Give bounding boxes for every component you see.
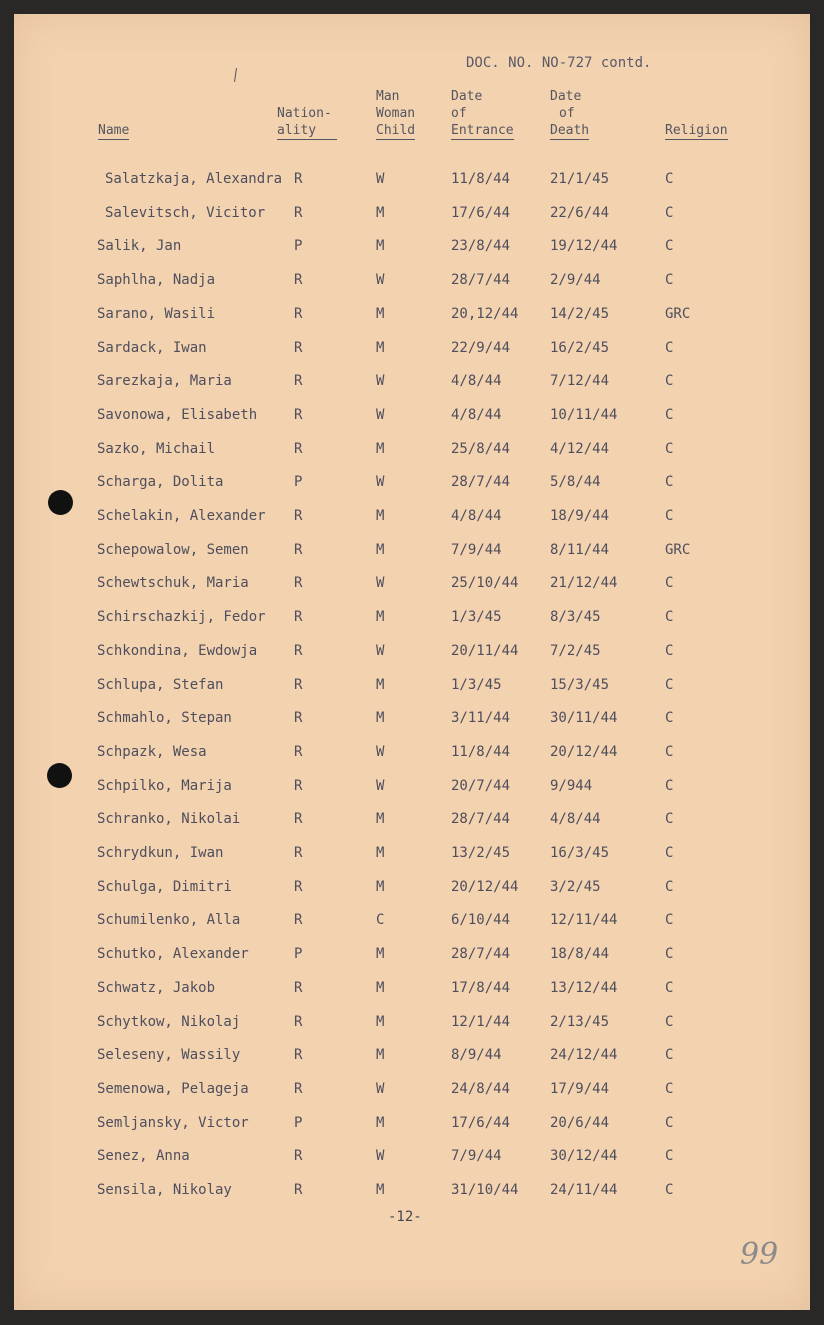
nationality: R — [294, 1013, 303, 1030]
man-woman-child: M — [376, 609, 385, 626]
nationality: R — [294, 305, 303, 322]
man-woman-child: M — [376, 339, 385, 356]
man-woman-child: W — [376, 272, 385, 289]
person-name: Sarezkaja, Maria — [97, 373, 232, 390]
table-row — [14, 879, 810, 901]
person-name: Schirschazkij, Fedor — [97, 609, 266, 626]
nationality: R — [294, 575, 303, 592]
table-row — [14, 643, 810, 665]
table-row — [14, 205, 810, 227]
man-woman-child: M — [376, 305, 385, 322]
religion: C — [665, 474, 674, 491]
nationality: R — [294, 204, 303, 221]
religion: C — [665, 946, 674, 963]
person-name: Semljansky, Victor — [97, 1114, 249, 1131]
date-of-entrance: 6/10/44 — [451, 912, 511, 929]
date-of-death: 24/11/44 — [550, 1182, 618, 1198]
date-of-entrance: 28/7/44 — [451, 946, 511, 963]
man-woman-child: M — [376, 710, 385, 727]
nationality: P — [294, 1114, 303, 1131]
man-woman-child: W — [376, 406, 385, 423]
person-name: Schelakin, Alexander — [97, 508, 266, 524]
person-name: Sensila, Nikolay — [97, 1182, 232, 1198]
date-of-entrance: 4/8/44 — [451, 406, 502, 423]
table-row — [14, 845, 810, 867]
table-row — [14, 306, 810, 328]
person-name: Schepowalow, Semen — [97, 541, 249, 558]
religion: C — [665, 204, 674, 221]
table-row — [14, 677, 810, 699]
date-of-death: 10/11/44 — [550, 406, 618, 423]
man-woman-child: W — [376, 373, 385, 390]
nationality: P — [294, 946, 303, 963]
nationality: R — [294, 1182, 303, 1198]
date-of-death: 17/9/44 — [550, 1080, 610, 1097]
document-page — [14, 14, 810, 1310]
man-woman-child: W — [376, 474, 385, 491]
man-woman-child: W — [376, 171, 385, 187]
table-row — [14, 609, 810, 631]
religion: C — [665, 406, 674, 423]
religion: C — [665, 912, 674, 929]
date-of-entrance: 22/9/44 — [451, 339, 511, 356]
date-of-death: 16/2/45 — [550, 339, 610, 356]
table-row — [14, 272, 810, 294]
document-number: DOC. NO. NO-727 contd. — [466, 55, 652, 71]
man-woman-child: M — [376, 508, 385, 524]
person-name: Schranko, Nikolai — [97, 811, 241, 828]
date-of-entrance: 23/8/44 — [451, 238, 511, 255]
man-woman-child: W — [376, 1148, 385, 1165]
date-of-death: 9/944 — [550, 777, 593, 794]
nationality: R — [294, 1148, 303, 1165]
religion: C — [665, 1182, 674, 1198]
man-woman-child: M — [376, 979, 385, 996]
date-of-entrance: 17/8/44 — [451, 979, 511, 996]
date-of-death: 19/12/44 — [550, 238, 618, 255]
man-woman-child: M — [376, 946, 385, 963]
nationality: R — [294, 811, 303, 828]
table-row — [14, 1148, 810, 1170]
religion: C — [665, 710, 674, 727]
nationality: R — [294, 878, 303, 895]
table-row — [14, 508, 810, 530]
date-of-entrance: 20/11/44 — [451, 642, 519, 659]
religion: C — [665, 373, 674, 390]
table-row — [14, 1115, 810, 1137]
table-row — [14, 407, 810, 429]
person-name: Saphlha, Nadja — [97, 272, 216, 289]
religion: C — [665, 642, 674, 659]
date-of-death: 21/1/45 — [550, 171, 610, 187]
table-row — [14, 238, 810, 260]
date-of-death: 30/11/44 — [550, 710, 618, 727]
man-woman-child: W — [376, 642, 385, 659]
table-row — [14, 171, 810, 193]
person-name: Schwatz, Jakob — [97, 979, 216, 996]
person-name: Senez, Anna — [97, 1148, 190, 1165]
nationality: R — [294, 440, 303, 457]
nationality: R — [294, 676, 303, 693]
religion: C — [665, 979, 674, 996]
person-name: Schytkow, Nikolaj — [97, 1013, 241, 1030]
table-row — [14, 811, 810, 833]
man-woman-child: W — [376, 575, 385, 592]
person-name: Schulga, Dimitri — [97, 878, 232, 895]
date-of-entrance: 7/9/44 — [451, 541, 502, 558]
nationality: R — [294, 979, 303, 996]
date-of-death: 20/12/44 — [550, 743, 618, 760]
man-woman-child: M — [376, 811, 385, 828]
handwritten-folio-number: 99 — [740, 1237, 779, 1272]
person-name: Seleseny, Wassily — [97, 1047, 241, 1064]
date-of-death: 8/11/44 — [550, 541, 610, 558]
date-of-entrance: 8/9/44 — [451, 1047, 502, 1064]
man-woman-child: M — [376, 676, 385, 693]
table-row — [14, 474, 810, 496]
pen-mark — [234, 68, 237, 82]
date-of-death: 24/12/44 — [550, 1047, 618, 1064]
table-row — [14, 542, 810, 564]
man-woman-child: W — [376, 777, 385, 794]
page-number: -12- — [388, 1209, 422, 1225]
date-of-entrance: 1/3/45 — [451, 676, 502, 693]
man-woman-child: M — [376, 1047, 385, 1064]
date-of-death: 18/8/44 — [550, 946, 610, 963]
date-of-entrance: 4/8/44 — [451, 508, 502, 524]
date-of-entrance: 28/7/44 — [451, 272, 511, 289]
table-row — [14, 946, 810, 968]
date-of-entrance: 24/8/44 — [451, 1080, 511, 1097]
header-date-of-death: Date of Death — [550, 89, 590, 138]
person-name: Salatzkaja, Alexandra — [105, 171, 283, 187]
person-name: Semenowa, Pelageja — [97, 1080, 249, 1097]
nationality: R — [294, 1080, 303, 1097]
religion: C — [665, 1148, 674, 1165]
date-of-death: 21/12/44 — [550, 575, 618, 592]
table-row — [14, 441, 810, 463]
man-woman-child: C — [376, 912, 385, 929]
date-of-entrance: 28/7/44 — [451, 474, 511, 491]
table-row — [14, 744, 810, 766]
man-woman-child: W — [376, 743, 385, 760]
date-of-death: 20/6/44 — [550, 1114, 610, 1131]
religion: C — [665, 339, 674, 356]
nationality: R — [294, 743, 303, 760]
nationality: R — [294, 912, 303, 929]
person-name: Schpilko, Marija — [97, 777, 232, 794]
date-of-death: 7/2/45 — [550, 642, 601, 659]
man-woman-child: M — [376, 238, 385, 255]
date-of-death: 15/3/45 — [550, 676, 610, 693]
nationality: R — [294, 609, 303, 626]
person-name: Sardack, Iwan — [97, 339, 207, 356]
header-man-woman-child: Man Woman Child — [376, 89, 416, 138]
religion: C — [665, 811, 674, 828]
date-of-death: 8/3/45 — [550, 609, 601, 626]
religion: C — [665, 1114, 674, 1131]
header-date-of-entrance: Date of Entrance — [451, 89, 514, 138]
nationality: R — [294, 339, 303, 356]
nationality: R — [294, 710, 303, 727]
date-of-death: 4/12/44 — [550, 440, 610, 457]
date-of-entrance: 1/3/45 — [451, 609, 502, 626]
header-name: Name — [98, 123, 130, 138]
date-of-entrance: 25/10/44 — [451, 575, 519, 592]
religion: C — [665, 743, 674, 760]
table-row — [14, 340, 810, 362]
man-woman-child: M — [376, 204, 385, 221]
person-name: Sazko, Michail — [97, 440, 216, 457]
date-of-death: 7/12/44 — [550, 373, 610, 390]
person-name: Schlupa, Stefan — [97, 676, 224, 693]
religion: C — [665, 238, 674, 255]
man-woman-child: M — [376, 541, 385, 558]
date-of-entrance: 3/11/44 — [451, 710, 511, 727]
nationality: R — [294, 508, 303, 524]
header-religion: Religion — [665, 123, 728, 138]
table-row — [14, 1047, 810, 1069]
table-row — [14, 1014, 810, 1036]
date-of-entrance: 11/8/44 — [451, 171, 511, 187]
religion: GRC — [665, 541, 691, 558]
religion: C — [665, 171, 674, 187]
nationality: R — [294, 373, 303, 390]
table-row — [14, 980, 810, 1002]
person-name: Salik, Jan — [97, 238, 182, 255]
person-name: Salevitsch, Vicitor — [105, 204, 266, 221]
nationality: R — [294, 272, 303, 289]
table-row — [14, 710, 810, 732]
table-row — [14, 373, 810, 395]
religion: C — [665, 1080, 674, 1097]
table-row — [14, 1081, 810, 1103]
man-woman-child: M — [376, 440, 385, 457]
person-name: Schkondina, Ewdowja — [97, 642, 258, 659]
date-of-entrance: 20/12/44 — [451, 878, 519, 895]
person-name: Schmahlo, Stepan — [97, 710, 232, 727]
date-of-death: 4/8/44 — [550, 811, 601, 828]
date-of-death: 12/11/44 — [550, 912, 618, 929]
table-row — [14, 1182, 810, 1204]
nationality: P — [294, 474, 303, 491]
man-woman-child: M — [376, 1114, 385, 1131]
religion: C — [665, 676, 674, 693]
date-of-entrance: 31/10/44 — [451, 1182, 519, 1198]
nationality: R — [294, 845, 303, 861]
date-of-death: 14/2/45 — [550, 305, 610, 322]
religion: C — [665, 508, 674, 524]
person-name: Savonowa, Elisabeth — [97, 406, 258, 423]
date-of-death: 13/12/44 — [550, 979, 618, 996]
nationality: R — [294, 541, 303, 558]
man-woman-child: M — [376, 1182, 385, 1198]
person-name: Schutko, Alexander — [97, 946, 249, 963]
religion: C — [665, 272, 674, 289]
date-of-entrance: 25/8/44 — [451, 440, 511, 457]
man-woman-child: M — [376, 845, 385, 861]
date-of-death: 3/2/45 — [550, 878, 601, 895]
religion: C — [665, 1047, 674, 1064]
date-of-death: 2/9/44 — [550, 272, 601, 289]
man-woman-child: M — [376, 1013, 385, 1030]
man-woman-child: W — [376, 1080, 385, 1097]
religion: C — [665, 845, 674, 861]
header-nationality: Nation- ality — [277, 105, 337, 140]
date-of-entrance: 20/7/44 — [451, 777, 511, 794]
date-of-death: 5/8/44 — [550, 474, 601, 491]
nationality: R — [294, 406, 303, 423]
person-name: Schrydkun, Iwan — [97, 845, 224, 861]
date-of-entrance: 28/7/44 — [451, 811, 511, 828]
nationality: R — [294, 642, 303, 659]
religion: C — [665, 609, 674, 626]
religion: C — [665, 878, 674, 895]
nationality: P — [294, 238, 303, 255]
person-name: Schumilenko, Alla — [97, 912, 241, 929]
religion: C — [665, 575, 674, 592]
date-of-entrance: 7/9/44 — [451, 1148, 502, 1165]
table-row — [14, 912, 810, 934]
date-of-death: 22/6/44 — [550, 204, 610, 221]
person-name: Scharga, Dolita — [97, 474, 224, 491]
date-of-entrance: 17/6/44 — [451, 204, 511, 221]
nationality: R — [294, 171, 303, 187]
date-of-entrance: 20,12/44 — [451, 305, 519, 322]
person-name: Sarano, Wasili — [97, 305, 216, 322]
date-of-entrance: 17/6/44 — [451, 1114, 511, 1131]
person-name: Schpazk, Wesa — [97, 743, 207, 760]
date-of-death: 16/3/45 — [550, 845, 610, 861]
religion: GRC — [665, 305, 691, 322]
man-woman-child: M — [376, 878, 385, 895]
date-of-death: 2/13/45 — [550, 1013, 610, 1030]
nationality: R — [294, 777, 303, 794]
date-of-entrance: 12/1/44 — [451, 1013, 511, 1030]
person-name: Schewtschuk, Maria — [97, 575, 249, 592]
table-row — [14, 778, 810, 800]
date-of-entrance: 11/8/44 — [451, 743, 511, 760]
religion: C — [665, 1013, 674, 1030]
date-of-death: 30/12/44 — [550, 1148, 618, 1165]
religion: C — [665, 777, 674, 794]
date-of-entrance: 13/2/45 — [451, 845, 511, 861]
table-row — [14, 575, 810, 597]
date-of-entrance: 4/8/44 — [451, 373, 502, 390]
religion: C — [665, 440, 674, 457]
nationality: R — [294, 1047, 303, 1064]
date-of-death: 18/9/44 — [550, 508, 610, 524]
